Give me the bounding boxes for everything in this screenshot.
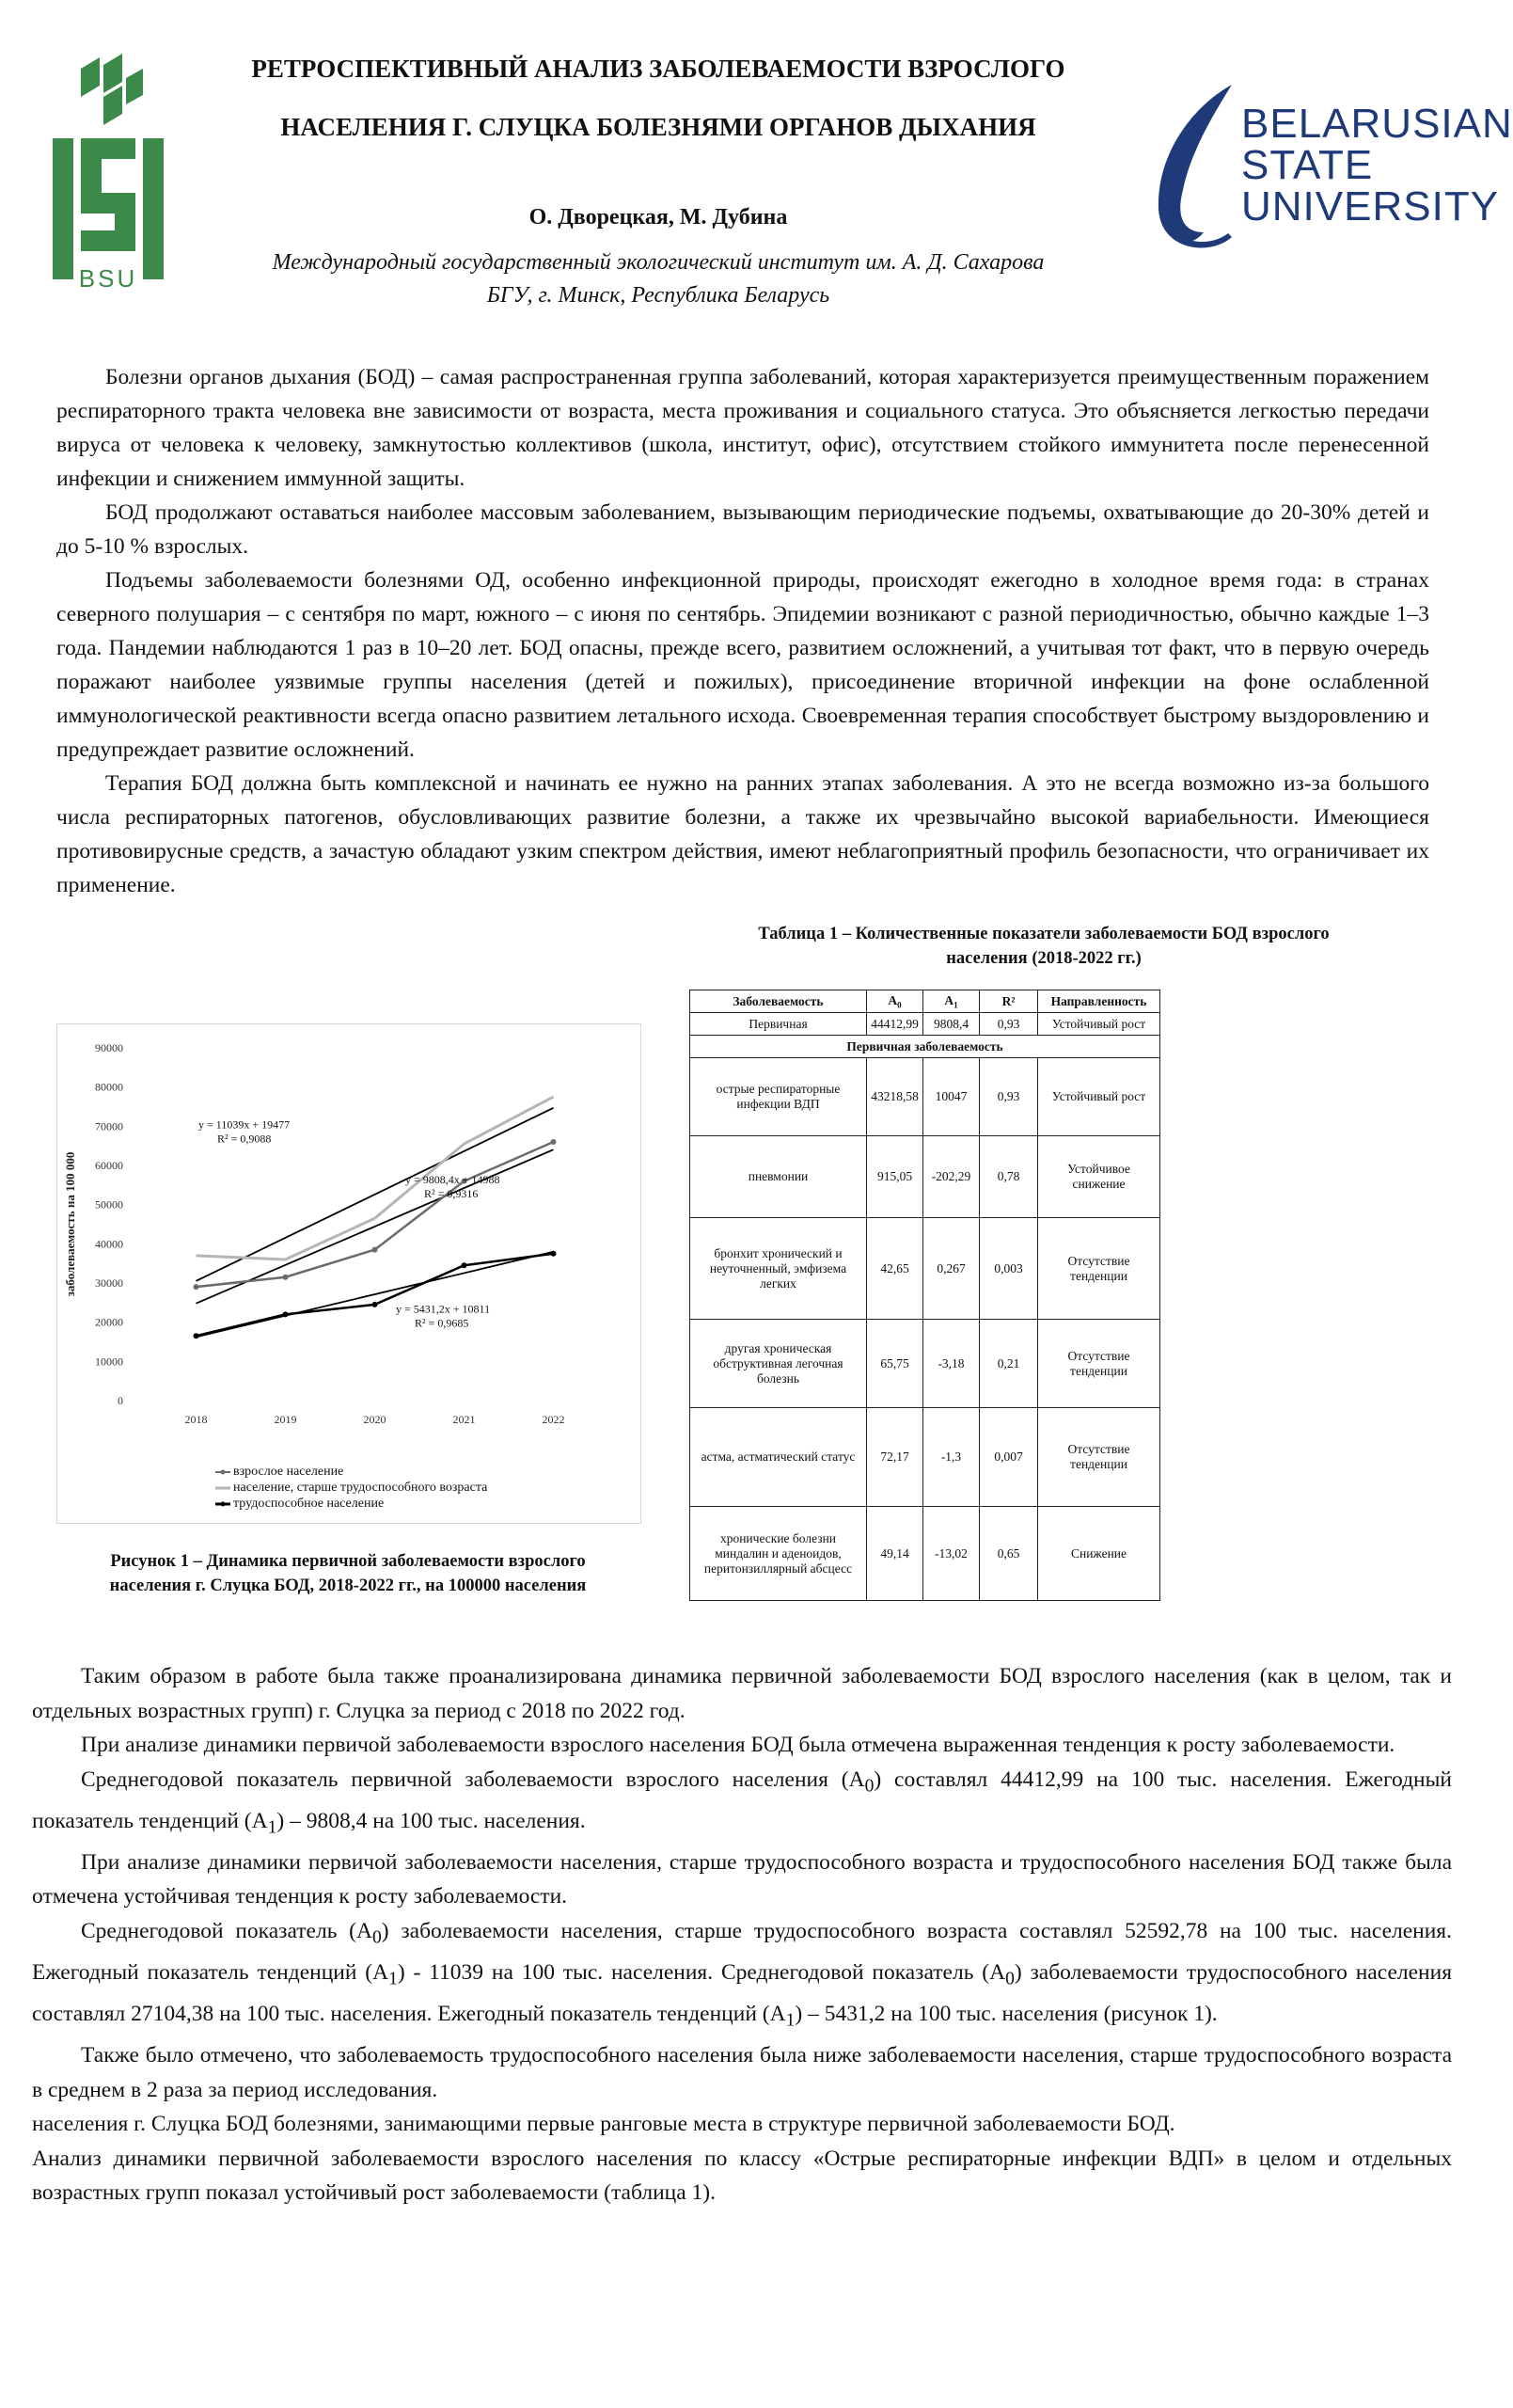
- y-tick-label: 80000: [95, 1080, 123, 1094]
- table-row: [690, 1058, 1160, 1136]
- isei-logo-graphic: [45, 52, 177, 292]
- body-paragraph-7: населения г. Слуцка БОД болезнями, занимающими первые ранговые места в структуре первичной заболеваемости БОД.: [32, 2112, 1175, 2137]
- trendline-equation: y = 5431,2x + 10811: [396, 1302, 491, 1316]
- table-cell: 0,267: [923, 1218, 980, 1320]
- table-cell: 915,05: [867, 1136, 923, 1218]
- table-row: [690, 1013, 1160, 1036]
- body-paragraph-2: При анализе динамики первичой заболеваемости взрослого населения БОД была отмечена выраженная тенденция к росту заболеваемости.: [81, 1733, 1395, 1757]
- title-line1: РЕТРОСПЕКТИВНЫЙ АНАЛИЗ ЗАБОЛЕВАЕМОСТИ ВЗРОСЛОГО: [251, 55, 1065, 83]
- table1-header-cell: Направленность: [1038, 990, 1160, 1013]
- table-cell: 65,75: [867, 1320, 923, 1408]
- table-cell: 0,003: [980, 1218, 1038, 1320]
- x-tick-label: 2020: [363, 1413, 386, 1426]
- body-paragraph-1: Таким образом в работе была также проанализирована динамика первичной заболеваемости БОД взрослого населения (как в целом, так и отдельных возрастных групп) г. Слуцка за период с 2018 по 2022 год.: [32, 1664, 1452, 1723]
- table1-container: [689, 990, 1160, 1601]
- y-tick-label: 20000: [95, 1315, 123, 1329]
- table-cell: 0,65: [980, 1507, 1038, 1601]
- table-cell: бронхит хронический и неуточненный, эмфизема легких: [690, 1218, 867, 1320]
- affiliation-line1: Международный государственный экологический институт им. А. Д. Сахарова: [272, 250, 1045, 275]
- figure1-chart-frame: [56, 1023, 641, 1524]
- legend-entry: [215, 1496, 487, 1512]
- table-cell: Отсутствие тенденции: [1038, 1408, 1160, 1507]
- table-cell: острые респираторные инфекции ВДП: [690, 1058, 867, 1136]
- table-row: [690, 1507, 1160, 1601]
- table-cell: Снижение: [1038, 1507, 1160, 1601]
- trendline-equation: y = 11039x + 19477: [198, 1117, 291, 1132]
- table-cell: -3,18: [923, 1320, 980, 1408]
- y-tick-label: 40000: [95, 1237, 123, 1251]
- table1-caption: [686, 922, 1401, 971]
- body-paragraph-6: Также было отмечено, что заболеваемость трудоспособного населения была ниже заболеваемости населения, старше трудоспособного возраста в среднем в 2 раза за период исследования.: [32, 2043, 1452, 2102]
- table-cell: другая хроническая обструктивная легочная болезнь: [690, 1320, 867, 1408]
- y-tick-label: 30000: [95, 1276, 123, 1290]
- trendline-r2: R² = 0,9316: [424, 1186, 479, 1200]
- table-cell: Устойчивый рост: [1038, 1013, 1160, 1036]
- trendline-r2: R² = 0,9685: [415, 1316, 469, 1330]
- table1-section-row: [690, 1036, 1160, 1058]
- data-point: [283, 1275, 289, 1280]
- data-point: [283, 1311, 289, 1317]
- table-cell: -13,02: [923, 1507, 980, 1601]
- data-point: [462, 1262, 467, 1268]
- line-chart: [57, 1024, 640, 1523]
- data-point: [372, 1302, 378, 1307]
- table-cell: Отсутствие тенденции: [1038, 1320, 1160, 1408]
- table1-header-cell: Заболеваемость: [690, 990, 867, 1013]
- isei-logo: [45, 52, 177, 292]
- table-row: [690, 1320, 1160, 1408]
- y-tick-label: 70000: [95, 1119, 123, 1133]
- table-cell: Устойчивый рост: [1038, 1058, 1160, 1136]
- data-point: [372, 1247, 378, 1253]
- x-tick-label: 2018: [184, 1413, 208, 1426]
- table-row: [690, 1218, 1160, 1320]
- legend-entry: [215, 1480, 487, 1496]
- x-tick-label: 2022: [542, 1413, 565, 1426]
- body-paragraph-3: Среднегодовой показатель первичной заболеваемости взрослого населения $(A_0)$ составлял 44412,99 на 100 тыс. населения. Ежегодный показатель тенденций $(A_1) - 9808,4$ на 100 тыс. населения.: [32, 1766, 1452, 1838]
- table-cell: Отсутствие тенденции: [1038, 1218, 1160, 1320]
- legend-label: население, старше трудоспособного возраста: [233, 1480, 488, 1495]
- x-tick-label: 2019: [274, 1413, 297, 1426]
- table-cell: 44412,99: [867, 1013, 923, 1036]
- intro-paragraph-1: Болезни органов дыхания (БОД) – самая распространенная группа заболеваний, которая характеризуется преимущественным поражением респираторного тракта человека вне зависимости от возраста, места проживания и социального статуса. Это объясняется легкостью передачи вируса от человека к человеку, замкнутостью коллективов (школа, институт, офис), отсутствием стойкого иммунитета после перенесенной инфекции и снижением иммунной защиты.: [56, 365, 1429, 491]
- figure1-caption: [56, 1549, 639, 1598]
- table1-section-label: Первичная заболеваемость: [690, 1036, 1160, 1058]
- data-point: [194, 1333, 199, 1339]
- data-point: [194, 1284, 199, 1290]
- trendline-equation: y = 9808,4x + 14988: [405, 1172, 500, 1186]
- table-cell: 10047: [923, 1058, 980, 1136]
- y-tick-label: 90000: [95, 1041, 123, 1054]
- body-paragraph-8: Анализ динамики первичной заболеваемости взрослого населения по классу «Острые респираторные инфекции ВДП» в целом и отдельных возрастных групп показал устойчивый рост заболеваемости (таблица 1).: [32, 2146, 1452, 2206]
- table-cell: 0,21: [980, 1320, 1038, 1408]
- y-tick-label: 10000: [95, 1354, 123, 1369]
- table-cell: астма, астматический статус: [690, 1408, 867, 1507]
- intro-paragraph-2: БОД продолжают оставаться наиболее массовым заболеванием, вызывающим периодические подъемы, охватывающие до 20-30% детей и до 5-10 % взрослых.: [56, 500, 1429, 559]
- intro-paragraph-4: Терапия БОД должна быть комплексной и начинать ее нужно на ранних этапах заболевания. А это не всегда возможно из-за большого числа респираторных патогенов, обусловливающих развитие болезни, а также их чрезвычайно высокой вариабельности. Имеющиеся противовирусные средств, а зачастую обладают узким спектром действия, имеют неблагоприятный профиль безопасности, что ограничивает их применение.: [56, 771, 1429, 897]
- intro-section: [56, 360, 1429, 902]
- table1-header-row: [690, 990, 1160, 1013]
- body-section: [32, 1659, 1452, 2210]
- legend-label: взрослое население: [233, 1464, 344, 1479]
- table-cell: 0,007: [980, 1408, 1038, 1507]
- table-cell: 0,78: [980, 1136, 1038, 1218]
- intro-paragraph-3: Подъемы заболеваемости болезнями ОД, особенно инфекционной природы, происходят ежегодно в холодное время года: в странах северного полушария – с сентября по март, южного – с июня по сентябрь. Эпидемии возникают с разной периодичностью, обычно каждые 1–3 года. Пандемии наблюдаются 1 раз в 10–20 лет. БОД опасны, прежде всего, развитием осложнений, а учитывая тот факт, что в первую очередь поражают наиболее уязвимые группы населения (детей и пожилых), присоединение вторичной инфекции на фоне ослабленной иммунологической реактивности всегда опасно развитием летального исхода. Своевременная терапия способствует быстрому выздоровлению и предупреждает развитие осложнений.: [56, 568, 1429, 762]
- table-cell: Устойчивое снижение: [1038, 1136, 1160, 1218]
- table-cell: 9808,4: [923, 1013, 980, 1036]
- legend-entry: [215, 1464, 487, 1480]
- figure1-caption-line1: Рисунок 1 – Динамика первичной заболеваемости взрослого: [110, 1552, 586, 1571]
- chart-legend: [215, 1464, 487, 1512]
- table-cell: -202,29: [923, 1136, 980, 1218]
- table-cell: -1,3: [923, 1408, 980, 1507]
- table-cell: 0,93: [980, 1013, 1038, 1036]
- table-cell: 0,93: [980, 1058, 1038, 1136]
- bsu-logo-text: BSU: [78, 264, 138, 293]
- table1-header-cell: R²: [980, 990, 1038, 1013]
- y-axis-label: заболеваемость на 100 000: [63, 1151, 77, 1297]
- affiliation: [188, 246, 1128, 312]
- university-name-line2: STATE: [1241, 142, 1374, 188]
- y-tick-label: 50000: [95, 1197, 123, 1212]
- table1-caption-line2: населения (2018-2022 гг.): [946, 949, 1142, 968]
- table-cell: Первичная: [690, 1013, 867, 1036]
- trendline-r2: R² = 0,9088: [217, 1132, 272, 1146]
- table-cell: хронические болезни миндалин и аденоидов, перитонзиллярный абсцесс: [690, 1507, 867, 1601]
- data-point: [551, 1251, 557, 1257]
- table-row: [690, 1136, 1160, 1218]
- affiliation-line2: БГУ, г. Минск, Республика Беларусь: [486, 283, 830, 308]
- x-tick-label: 2021: [452, 1413, 476, 1426]
- table-row: [690, 1408, 1160, 1507]
- table-cell: 49,14: [867, 1507, 923, 1601]
- table-cell: 72,17: [867, 1408, 923, 1507]
- table1: [689, 990, 1160, 1601]
- table-cell: 43218,58: [867, 1058, 923, 1136]
- university-name-line3: UNIVERSITY: [1241, 183, 1500, 230]
- body-paragraph-5: Среднегодовой показатель $(A_0)$ заболеваемости населения, старше трудоспособного возраста составлял 52592,78 на 100 тыс. населения. Ежегодный показатель тенденций $(A_1) - 11039$ на 100 тыс. населения. Среднегодовой показатель $(A_0)$ заболеваемости трудоспособного населения составлял 27104,38 на 100 тыс. населения. Ежегодный показатель тенденций $(A_1) - 5431,2$ на 100 тыс. населения (рисунок 1).: [32, 1918, 1453, 2031]
- table1-header-cell: $A_1$: [923, 990, 980, 1013]
- data-point: [551, 1139, 557, 1145]
- body-paragraph-4: При анализе динамики первичой заболеваемости населения, старше трудоспособного возраста и трудоспособного населения БОД также была отмечена устойчивая тенденция к росту заболеваемости.: [32, 1849, 1452, 1909]
- figure1-caption-line2: населения г. Слуцка БОД, 2018-2022 гг., на 100000 населения: [109, 1576, 587, 1595]
- legend-label: трудоспособное население: [233, 1496, 385, 1511]
- authors: О. Дворецкая, М. Дубина: [528, 205, 788, 230]
- y-tick-label: 60000: [95, 1159, 123, 1172]
- table1-caption-line1: Таблица 1 – Количественные показатели заболеваемости БОД взрослого: [758, 925, 1330, 943]
- table-cell: пневмонии: [690, 1136, 867, 1218]
- y-tick-label: 0: [118, 1394, 123, 1407]
- title-line2: НАСЕЛЕНИЯ Г. СЛУЦКА БОЛЕЗНЯМИ ОРГАНОВ ДЫХАНИЯ: [280, 113, 1036, 141]
- university-name-line1: BELARUSIAN: [1241, 101, 1513, 147]
- table-cell: 42,65: [867, 1218, 923, 1320]
- university-logo: [1138, 77, 1513, 265]
- table1-header-cell: $A_0$: [867, 990, 923, 1013]
